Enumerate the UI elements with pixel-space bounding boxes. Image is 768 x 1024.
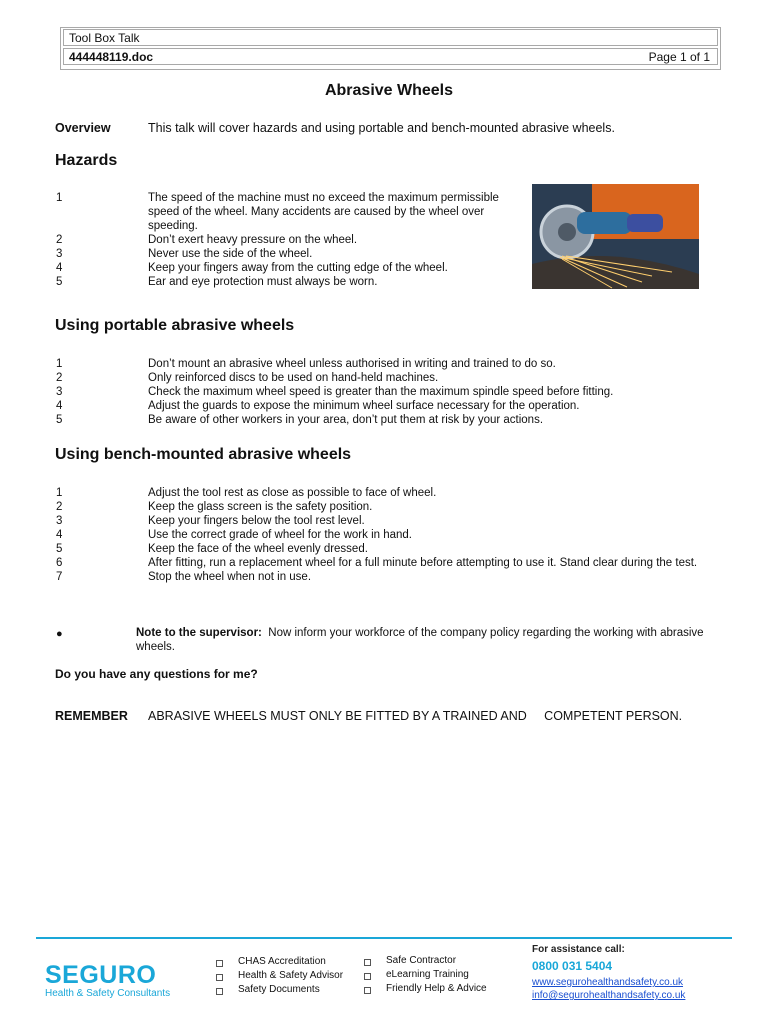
item-text: Don’t mount an abrasive wheel unless authorised in writing and trained to do so. bbox=[148, 358, 556, 370]
item-text: After fitting, run a replacement wheel for a full minute before attempting to use it. Stand clear during the test. bbox=[148, 557, 698, 569]
questions-prompt: Do you have any questions for me? bbox=[55, 667, 258, 681]
service-item bbox=[214, 969, 343, 983]
list-item bbox=[56, 357, 736, 371]
item-text: Never use the side of the wheel. bbox=[148, 248, 313, 260]
email-link[interactable]: info@segurohealthandsafety.co.uk bbox=[532, 990, 686, 1001]
doc-filename: 444448119.doc bbox=[69, 50, 154, 64]
item-number: 3 bbox=[56, 515, 63, 527]
list-item bbox=[56, 399, 736, 413]
item-number: 7 bbox=[56, 571, 63, 583]
item-number: 2 bbox=[56, 234, 63, 246]
item-number: 5 bbox=[56, 543, 63, 555]
service-item bbox=[362, 954, 487, 968]
item-number: 1 bbox=[56, 192, 63, 204]
item-number: 6 bbox=[56, 557, 63, 569]
checkbox-square-icon bbox=[216, 988, 223, 995]
item-text: Only reinforced discs to be used on hand-held machines. bbox=[148, 372, 439, 384]
service-item bbox=[214, 955, 343, 969]
item-number: 1 bbox=[56, 358, 63, 370]
item-number: 2 bbox=[56, 501, 63, 513]
remember-label: REMEMBER bbox=[55, 709, 128, 723]
item-text: Keep your fingers away from the cutting edge of the wheel. bbox=[148, 262, 448, 274]
item-number: 1 bbox=[56, 487, 63, 499]
item-text: Check the maximum wheel speed is greater than the maximum spindle speed before fitting. bbox=[148, 386, 614, 398]
list-item bbox=[56, 528, 736, 542]
footer-divider bbox=[36, 937, 732, 939]
service-label: eLearning Training bbox=[386, 969, 469, 980]
services-list-2 bbox=[362, 954, 487, 996]
item-text: Keep the face of the wheel evenly dressed. bbox=[148, 543, 368, 555]
service-label: Health & Safety Advisor bbox=[238, 970, 344, 981]
contact-block bbox=[532, 943, 685, 1002]
item-number: 5 bbox=[56, 414, 63, 426]
item-number: 4 bbox=[56, 262, 63, 274]
list-item bbox=[56, 500, 736, 514]
item-text: Be aware of other workers in your area, don’t put them at risk by your actions. bbox=[148, 414, 544, 426]
item-number: 4 bbox=[56, 400, 63, 412]
checkbox-square-icon bbox=[364, 959, 371, 966]
logo-wordmark: SEGURO bbox=[45, 961, 157, 989]
header-doc-type-row bbox=[63, 29, 718, 46]
service-item bbox=[362, 982, 487, 996]
item-number: 2 bbox=[56, 372, 63, 384]
portable-heading: Using portable abrasive wheels bbox=[55, 317, 295, 334]
item-text: Adjust the tool rest as close as possible to face of wheel. bbox=[148, 487, 437, 499]
grinder-sparks-image bbox=[532, 184, 699, 289]
seguro-logo bbox=[45, 962, 170, 1000]
item-text: Don’t exert heavy pressure on the wheel. bbox=[148, 234, 358, 246]
phone-number: 0800 031 5404 bbox=[532, 959, 613, 973]
assist-label: For assistance call: bbox=[532, 944, 625, 955]
list-item bbox=[56, 556, 736, 570]
note-text: Now inform your workforce of the company policy regarding the working with abrasive wheels. bbox=[136, 627, 704, 653]
item-text: Ear and eye protection must always be worn. bbox=[148, 276, 378, 288]
overview-label: Overview bbox=[55, 121, 111, 135]
doc-type: Tool Box Talk bbox=[69, 31, 140, 45]
item-number: 3 bbox=[56, 248, 63, 260]
list-item bbox=[56, 275, 526, 289]
checkbox-square-icon bbox=[216, 974, 223, 981]
list-item bbox=[56, 413, 736, 427]
supervisor-note bbox=[136, 626, 716, 654]
note-label: Note to the supervisor: bbox=[136, 627, 262, 639]
portable-list bbox=[56, 357, 736, 427]
list-item bbox=[56, 247, 526, 261]
note-bullet: ● bbox=[56, 628, 63, 640]
list-item bbox=[56, 371, 736, 385]
remember-text: ABRASIVE WHEELS MUST ONLY BE FITTED BY A TRAINED AND COMPETENT PERSON. bbox=[148, 709, 683, 723]
list-item bbox=[56, 233, 526, 247]
hazards-heading: Hazards bbox=[55, 152, 118, 169]
hazards-list bbox=[56, 191, 526, 289]
website-link[interactable]: www.segurohealthandsafety.co.uk bbox=[532, 977, 684, 988]
logo-tagline: Health & Safety Consultants bbox=[45, 988, 171, 999]
bench-heading: Using bench-mounted abrasive wheels bbox=[55, 446, 352, 463]
overview-text: This talk will cover hazards and using portable and bench-mounted abrasive wheels. bbox=[148, 121, 615, 135]
service-item bbox=[362, 968, 487, 982]
document-header bbox=[60, 27, 721, 70]
bench-list bbox=[56, 486, 736, 584]
angle-grinder-photo bbox=[532, 184, 699, 289]
service-label: Friendly Help & Advice bbox=[386, 983, 487, 994]
list-item bbox=[56, 385, 736, 399]
list-item bbox=[56, 486, 736, 500]
services-list-1 bbox=[214, 955, 343, 997]
list-item bbox=[56, 570, 736, 584]
item-number: 4 bbox=[56, 529, 63, 541]
list-item bbox=[56, 261, 526, 275]
service-label: CHAS Accreditation bbox=[238, 956, 326, 967]
page-indicator: Page 1 of 1 bbox=[648, 50, 710, 64]
list-item bbox=[56, 191, 526, 233]
list-item bbox=[56, 514, 736, 528]
list-item bbox=[56, 542, 736, 556]
item-text: The speed of the machine must no exceed the maximum permissible speed of the wheel. Many accidents are caused by the wheel over speeding. bbox=[148, 192, 499, 232]
item-number: 5 bbox=[56, 276, 63, 288]
item-number: 3 bbox=[56, 386, 63, 398]
checkbox-square-icon bbox=[364, 973, 371, 980]
document-title: Abrasive Wheels bbox=[324, 82, 454, 99]
item-text: Stop the wheel when not in use. bbox=[148, 571, 312, 583]
service-label: Safety Documents bbox=[238, 984, 320, 995]
item-text: Adjust the guards to expose the minimum wheel surface necessary for the operation. bbox=[148, 400, 580, 412]
checkbox-square-icon bbox=[216, 960, 223, 967]
item-text: Keep your fingers below the tool rest level. bbox=[148, 515, 365, 527]
service-item bbox=[214, 983, 343, 997]
item-text: Use the correct grade of wheel for the work in hand. bbox=[148, 529, 413, 541]
checkbox-square-icon bbox=[364, 987, 371, 994]
service-label: Safe Contractor bbox=[386, 955, 457, 966]
header-file-row bbox=[63, 48, 718, 65]
item-text: Keep the glass screen is the safety position. bbox=[148, 501, 373, 513]
